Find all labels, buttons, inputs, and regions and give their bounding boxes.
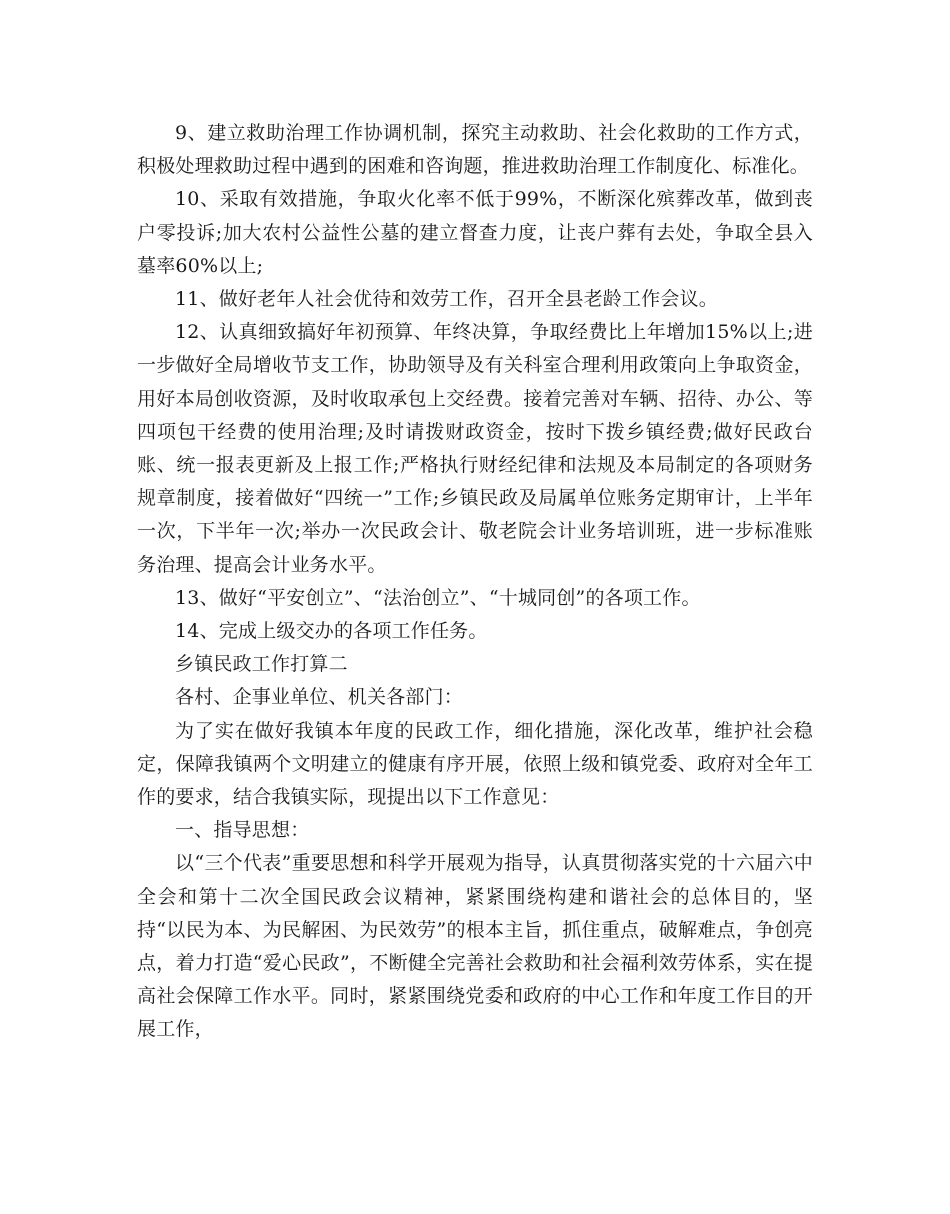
paragraph-item-10: 10、采取有效措施，争取火化率不低于99%，不断深化殡葬改革，做到丧户零投诉;加大农村公益性公墓的建立督查力度，让丧户葬有去处，争取全县入墓率60%以上; — [137, 188, 813, 277]
document-body — [137, 117, 813, 1047]
paragraph-item-12: 12、认真细致搞好年初预算、年终决算，争取经费比上年增加15%以上;进一步做好全局增收节支工作，协助领导及有关科室合理利用政策向上争取资金，用好本局创收资源，及时收取承包上交经费。接着完善对车辆、招待、办公、等四项包干经费的使用治理;及时请拨财政资金，按时下拨乡镇经费;做好民政台账、统一报表更新及上报工作;严格执行财经纪律和法规及本局制定的各项财务规章制度，接着做好“四统一”工作;乡镇民政及局属单位账务定期审计，上半年一次，下半年一次;举办一次民政会计、敬老院会计业务培训班，进一步标准账务治理、提高会计业务水平。 — [137, 321, 813, 576]
paragraph-item-13: 13、做好“平安创立”、“法治创立”、“十城同创”的各项工作。 — [175, 586, 701, 609]
subheading-guiding-ideology: 一、指导思想： — [175, 819, 310, 842]
paragraph-item-11: 11、做好老年人社会优待和效劳工作，召开全县老龄工作会议。 — [175, 288, 718, 311]
paragraph-item-14: 14、完成上级交办的各项工作任务。 — [175, 620, 488, 643]
paragraph-item-9: 9、建立救助治理工作协调机制，探究主动救助、社会化救助的工作方式，积极处理救助过程中遇到的困难和咨询题，推进救助治理工作制度化、标准化。 — [137, 122, 813, 178]
salutation: 各村、企事业单位、机关各部门： — [175, 686, 464, 709]
section-heading: 乡镇民政工作打算二 — [175, 653, 348, 676]
guiding-ideology-paragraph: 以“三个代表”重要思想和科学开展观为指导，认真贯彻落实党的十六届六中全会和第十二次全国民政会议精神，紧紧围绕构建和谐社会的总体目的，坚持“以民为本、为民解困、为民效劳”的根本主旨，抓住重点，破解难点，争创亮点，着力打造“爱心民政”，不断健全完善社会救助和社会福利效劳体系，实在提高社会保障工作水平。同时，紧紧围绕党委和政府的中心工作和年度工作目的开展工作， — [137, 852, 813, 1041]
intro-paragraph: 为了实在做好我镇本年度的民政工作，细化措施，深化改革，维护社会稳定，保障我镇两个文明建立的健康有序开展，依照上级和镇党委、政府对全年工作的要求，结合我镇实际，现提出以下工作意见： — [137, 719, 813, 809]
